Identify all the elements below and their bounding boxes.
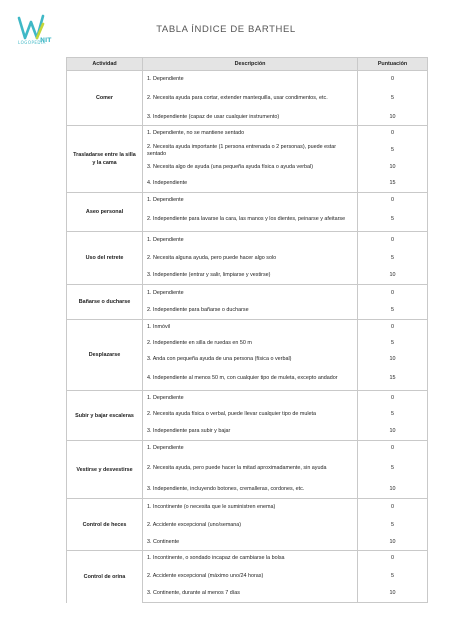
score-cell: 15: [358, 176, 428, 193]
description-cell: 3. Necesita algo de ayuda (una pequeña ayuda física o ayuda verbal): [143, 160, 358, 176]
description-cell: 3. Independiente (capaz de usar cualquier instrumento): [143, 110, 358, 126]
description-cell: 3. Independiente para subir y bajar: [143, 423, 358, 441]
table-row: [67, 126, 428, 142]
table-row: [67, 551, 428, 567]
header-activity: Actividad: [67, 58, 143, 71]
score-cell: 0: [358, 71, 428, 88]
activity-cell: Control de heces: [67, 499, 143, 551]
score-cell: 10: [358, 423, 428, 441]
activity-cell: Trasladarse entre la silla y la cama: [67, 126, 143, 193]
score-cell: 5: [358, 407, 428, 423]
description-cell: 2. Necesita alguna ayuda, pero puede hacer algo solo: [143, 249, 358, 268]
description-cell: 3. Anda con pequeña ayuda de una persona (física o verbal): [143, 352, 358, 368]
score-cell: 5: [358, 142, 428, 160]
score-cell: 5: [358, 209, 428, 232]
score-cell: 0: [358, 391, 428, 407]
score-cell: 0: [358, 193, 428, 209]
table-row: [67, 285, 428, 302]
score-cell: 5: [358, 516, 428, 535]
score-cell: 0: [358, 551, 428, 567]
table-row: [67, 441, 428, 457]
table-row: [67, 320, 428, 336]
table-row: [67, 193, 428, 209]
logo-subtext: LOGOPEDIA: [18, 40, 46, 45]
svg-text:NIT: NIT: [40, 37, 52, 44]
score-cell: 10: [358, 481, 428, 499]
description-cell: 3. Independiente (entrar y salir, limpiarse y vestirse): [143, 268, 358, 285]
header-score: Puntuación: [358, 58, 428, 71]
activity-cell: Control de orina: [67, 551, 143, 603]
activity-cell: Comer: [67, 71, 143, 126]
score-cell: 10: [358, 586, 428, 603]
description-cell: 3. Continente: [143, 535, 358, 551]
activity-cell: Desplazarse: [67, 320, 143, 391]
description-cell: 2. Necesita ayuda, pero puede hacer la mitad aproximadamente, sin ayuda: [143, 457, 358, 481]
score-cell: 10: [358, 268, 428, 285]
description-cell: 2. Independiente para lavarse la cara, las manos y los dientes, peinarse y afeitarse: [143, 209, 358, 232]
description-cell: 1. Dependiente: [143, 71, 358, 88]
score-cell: 0: [358, 441, 428, 457]
table-header-row: [67, 58, 428, 71]
table-row: [67, 391, 428, 407]
description-cell: 2. Necesita ayuda importante (1 persona entrenada o 2 personas), puede estar sentado: [143, 142, 358, 160]
score-cell: 5: [358, 249, 428, 268]
description-cell: 1. Dependiente: [143, 391, 358, 407]
description-cell: 2. Necesita ayuda para cortar, extender mantequilla, usar condimentos, etc.: [143, 88, 358, 110]
score-cell: 15: [358, 368, 428, 391]
table-row: [67, 71, 428, 88]
description-cell: 1. Inmóvil: [143, 320, 358, 336]
description-cell: 4. Independiente al menos 50 m, con cualquier tipo de muleta, excepto andador: [143, 368, 358, 391]
page-title: TABLA ÍNDICE DE BARTHEL: [156, 24, 296, 35]
description-cell: 1. Incontinente, o sondado incapaz de cambiarse la bolsa: [143, 551, 358, 567]
description-cell: 2. Independiente en silla de ruedas en 50 m: [143, 336, 358, 352]
score-cell: 0: [358, 320, 428, 336]
score-cell: 5: [358, 302, 428, 320]
description-cell: 1. Dependiente: [143, 285, 358, 302]
score-cell: 5: [358, 336, 428, 352]
score-cell: 10: [358, 160, 428, 176]
description-cell: 1. Incontinente (o necesita que le suministren enema): [143, 499, 358, 516]
barthel-table: [66, 57, 428, 603]
description-cell: 3. Continente, durante al menos 7 días: [143, 586, 358, 603]
score-cell: 5: [358, 567, 428, 586]
score-cell: 5: [358, 88, 428, 110]
description-cell: 1. Dependiente: [143, 232, 358, 249]
description-cell: 2. Independiente para bañarse o ducharse: [143, 302, 358, 320]
score-cell: 10: [358, 352, 428, 368]
description-cell: 2. Accidente excepcional (uno/semana): [143, 516, 358, 535]
table-row: [67, 232, 428, 249]
description-cell: 1. Dependiente: [143, 441, 358, 457]
score-cell: 0: [358, 499, 428, 516]
description-cell: 4. Independiente: [143, 176, 358, 193]
activity-cell: Bañarse o ducharse: [67, 285, 143, 320]
description-cell: 2. Accidente excepcional (máximo uno/24 horas): [143, 567, 358, 586]
score-cell: 5: [358, 457, 428, 481]
score-cell: 0: [358, 232, 428, 249]
activity-cell: Subir y bajar escaleras: [67, 391, 143, 441]
table-row: [67, 499, 428, 516]
description-cell: 1. Dependiente: [143, 193, 358, 209]
score-cell: 10: [358, 535, 428, 551]
header-description: Descripción: [143, 58, 358, 71]
description-cell: 1. Dependiente, no se mantiene sentado: [143, 126, 358, 142]
activity-cell: Aseo personal: [67, 193, 143, 232]
activity-cell: Uso del retrete: [67, 232, 143, 285]
score-cell: 0: [358, 285, 428, 302]
score-cell: 0: [358, 126, 428, 142]
description-cell: 2. Necesita ayuda física o verbal, puede llevar cualquier tipo de muleta: [143, 407, 358, 423]
description-cell: 3. Independiente, incluyendo botones, cremalleras, cordones, etc.: [143, 481, 358, 499]
activity-cell: Vestirse y desvestirse: [67, 441, 143, 499]
score-cell: 10: [358, 110, 428, 126]
